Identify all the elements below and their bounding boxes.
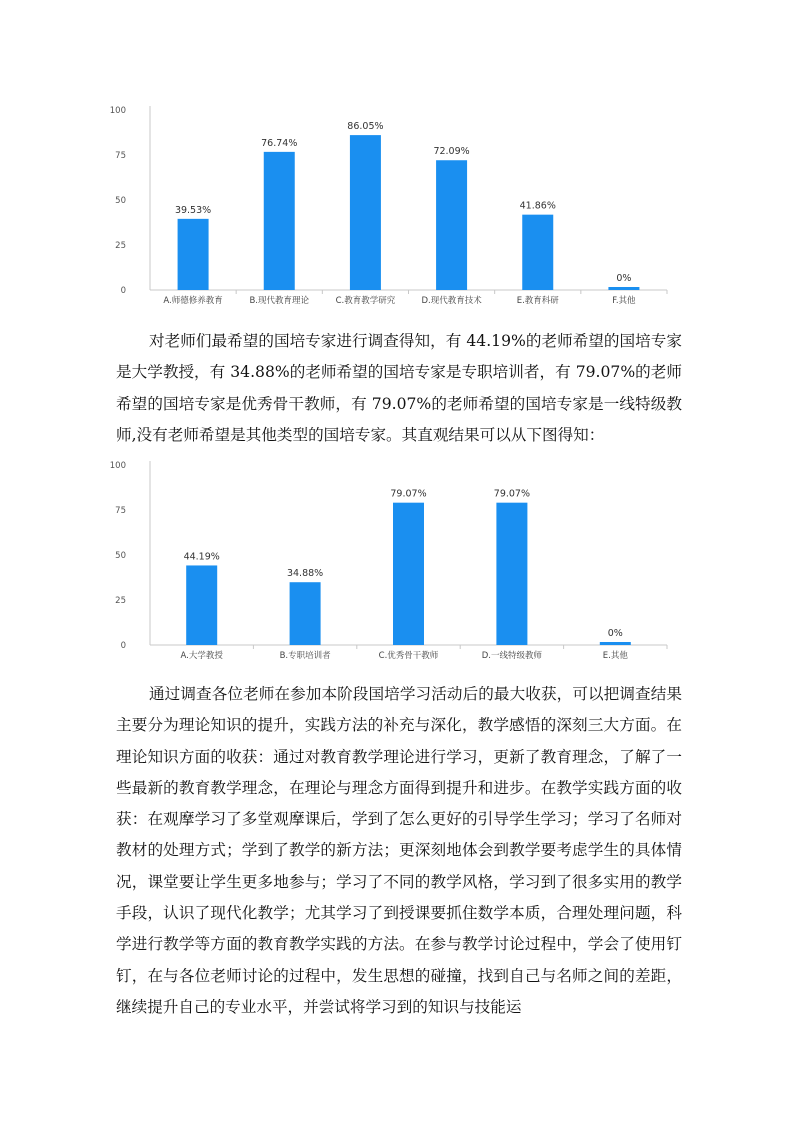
data-label: 76.74% (261, 137, 298, 149)
bar (600, 642, 631, 645)
x-tick-label: D.一线特级教师 (481, 651, 543, 661)
x-tick-label: D.现代教育技术 (421, 296, 482, 306)
data-label: 44.19% (183, 551, 220, 563)
data-label: 0% (607, 628, 623, 639)
bar (522, 215, 553, 290)
paragraph-text: 对老师们最希望的国培专家进行调查得知，有 44.19%的老师希望的国培专家是大学教授，有 34.88%的老师希望的国培专家是专职培训者，有 79.07%的老师希望的国培专家是优秀骨干教师，有 79.07%的老师希望的国培专家是一线特级教师,没有老师希望是其他类型的国培专家。其直观结果可以从下图得知： (116, 332, 682, 444)
y-tick-label: 75 (115, 506, 126, 516)
x-tick-label: C.教育教学研究 (335, 296, 396, 306)
data-label: 0% (616, 273, 632, 284)
chart-training-content (109, 100, 672, 310)
chart-expert-preference (109, 455, 672, 665)
x-tick-label: C.优秀骨干教师 (378, 651, 439, 661)
x-tick-label: E.教育科研 (516, 296, 559, 306)
x-tick-label: A.师德修养教育 (163, 296, 223, 306)
y-tick-label: 50 (115, 551, 126, 561)
bar (496, 503, 527, 645)
y-tick-label: 75 (115, 151, 126, 161)
data-label: 79.07% (493, 488, 531, 500)
bar (264, 152, 295, 290)
y-tick-label: 0 (120, 641, 126, 651)
bar (186, 565, 217, 645)
bar-chart-svg (109, 455, 672, 665)
bar-chart-svg (109, 100, 672, 310)
paragraph-gains-survey (116, 679, 682, 1023)
data-label: 41.86% (519, 200, 556, 212)
bar (290, 582, 321, 645)
y-tick-label: 100 (109, 461, 126, 471)
x-tick-label: E.其他 (602, 651, 628, 661)
data-label: 86.05% (347, 121, 384, 133)
bar (178, 219, 209, 290)
data-label: 34.88% (286, 568, 324, 580)
y-tick-label: 0 (120, 286, 126, 296)
y-tick-label: 50 (115, 196, 126, 206)
data-label: 39.53% (174, 204, 212, 216)
bar (350, 135, 381, 290)
y-tick-label: 25 (115, 241, 126, 251)
x-tick-label: A.大学教授 (180, 651, 223, 661)
y-tick-label: 25 (115, 596, 126, 606)
bar (608, 287, 639, 290)
bar (436, 160, 467, 290)
x-tick-label: B.专职培训者 (279, 651, 331, 661)
y-tick-label: 100 (109, 106, 126, 116)
data-label: 72.09% (433, 146, 470, 158)
data-label: 79.07% (390, 488, 427, 500)
paragraph-expert-survey (116, 326, 682, 451)
x-tick-label: B.现代教育理论 (249, 296, 310, 306)
paragraph-text: 通过调查各位老师在参加本阶段国培学习活动后的最大收获，可以把调查结果主要分为理论知识的提升，实践方法的补充与深化，教学感悟的深刻三大方面。在理论知识方面的收获：通过对教育教学理论进行学习，更新了教育理念，了解了一些最新的教育教学理念，在理论与理念方面得到提升和进步。在教学实践方面的收获：在观摩学习了多堂观摩课后，学到了怎么更好的引导学生学习；学习了名师对教材的处理方式；学到了教学的新方法；更深刻地体会到教学要考虑学生的具体情况，课堂要让学生更多地参与；学习了不同的教学风格，学习到了很多实用的教学手段，认识了现代化教学；尤其学习了到授课要抓住数学本质，合理处理问题，科学进行教学等方面的教育教学实践的方法。在参与教学讨论过程中，学会了使用钉钉，在与各位老师讨论的过程中，发生思想的碰撞，找到自己与名师之间的差距，继续提升自己的专业水平，并尝试将学习到的知识与技能运 (116, 685, 682, 1016)
x-tick-label: F.其他 (612, 296, 636, 306)
bar (393, 503, 424, 645)
